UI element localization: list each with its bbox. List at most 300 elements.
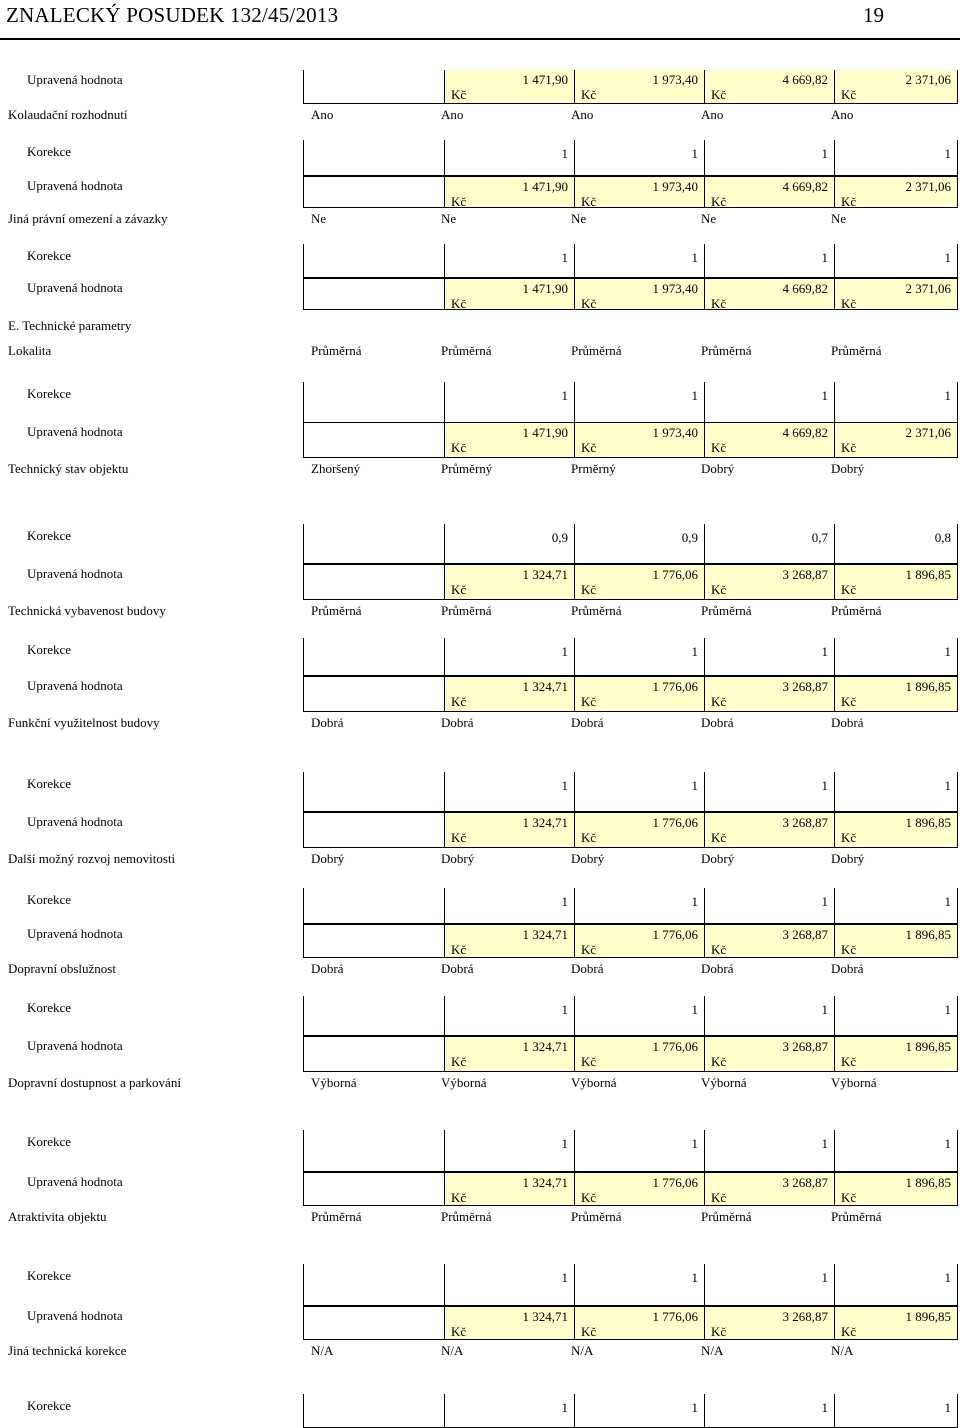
correction-cell [574,996,704,1036]
criterion-value [831,1206,959,1264]
criterion-row [0,848,960,888]
criterion-value-text: Ne [571,211,587,226]
criterion-value [831,848,959,888]
price-cell [444,924,574,958]
criterion-value-text: Dobrá [831,715,864,730]
row-label-text: Upravená hodnota [27,280,123,295]
price-cell [574,278,704,310]
row-label [27,176,303,208]
criterion-value [441,340,569,382]
row-label-text: Upravená hodnota [27,72,123,87]
label-spacer-cell [303,1306,444,1340]
price-cell [574,676,704,712]
criterion-value-text: Výborná [311,1075,357,1090]
row-label [27,564,303,600]
currency-unit: Kč [711,830,727,845]
criterion-value [701,848,829,888]
correction-cell [834,244,958,278]
criterion-value [311,104,439,140]
price-cell [444,812,574,848]
criterion-value [441,848,569,888]
criterion-value-text: Dobrá [571,961,604,976]
price-amount: 1 896,85 [905,815,951,830]
price-cell [574,564,704,600]
correction-cell [574,140,704,176]
correction-cell [444,1264,574,1306]
correction-cell [444,772,574,812]
label-spacer-cell [303,1394,444,1428]
currency-unit: Kč [841,440,857,455]
criterion-value-text: Dobrý [701,851,735,866]
correction-factor: 1 [944,894,951,909]
criterion-value [441,208,569,244]
criterion-value [571,104,699,140]
criterion-value-text: Dobrá [311,961,344,976]
correction-row [0,524,960,564]
currency-unit: Kč [581,87,597,102]
price-cell [444,278,574,310]
row-label [27,278,303,310]
label-spacer-cell [303,1172,444,1206]
currency-unit: Kč [711,582,727,597]
correction-cell [704,140,834,176]
criterion-value [441,712,569,772]
criterion-value [831,1340,959,1394]
currency-unit: Kč [581,1054,597,1069]
row-label [8,1206,303,1264]
criterion-value-text: N/A [831,1343,854,1358]
row-label [8,848,303,888]
criterion-value-text: Ano [571,107,594,122]
correction-factor: 1 [691,388,698,403]
criterion-value-text: Průměrná [311,603,362,618]
correction-factor: 1 [821,388,828,403]
price-amount: 1 776,06 [652,1175,698,1190]
price-cell [444,676,574,712]
price-amount: 1 896,85 [905,567,951,582]
criterion-value-text: Dobrá [571,715,604,730]
criterion-value [831,712,959,772]
price-cell [444,422,574,458]
correction-cell [704,888,834,924]
price-cell [574,1036,704,1072]
price-cell [834,278,958,310]
correction-factor: 1 [821,1270,828,1285]
row-label [27,812,303,848]
criterion-row [0,1340,960,1394]
row-label [8,208,303,244]
correction-factor: 1 [821,644,828,659]
row-label-text: Další možný rozvoj nemovitosti [8,851,176,866]
correction-factor: 0,7 [811,530,828,545]
correction-factor: 1 [944,146,951,161]
row-label-text: Technická vybavenost budovy [8,603,166,618]
row-label-text: Korekce [27,1268,72,1283]
correction-factor: 1 [944,778,951,793]
price-cell [834,176,958,208]
criterion-row [0,1206,960,1264]
label-spacer-cell [303,1036,444,1072]
criterion-value-text: Průměrná [441,343,492,358]
label-spacer-cell [303,772,444,812]
criterion-value [441,600,569,638]
correction-factor: 1 [561,146,568,161]
criterion-value-text: Ano [831,107,854,122]
criterion-value [441,1206,569,1264]
price-cell [444,176,574,208]
header-rule [0,38,960,40]
criterion-value-text: Ano [311,107,334,122]
value-row [0,812,960,848]
row-label-text: Korekce [27,1134,72,1149]
criterion-value-text: Průměrná [831,343,882,358]
criterion-value [571,600,699,638]
row-label-text: Upravená hodnota [27,178,123,193]
criterion-value [701,1206,829,1264]
correction-cell [704,1130,834,1172]
correction-factor: 1 [821,894,828,909]
label-spacer-cell [303,996,444,1036]
currency-unit: Kč [451,440,467,455]
criterion-row [0,600,960,638]
value-row [0,1172,960,1206]
criterion-value [311,958,439,996]
label-spacer-cell [303,812,444,848]
price-amount: 1 324,71 [522,927,568,942]
price-cell [834,812,958,848]
currency-unit: Kč [841,194,857,208]
price-amount: 3 268,87 [782,1309,828,1324]
correction-factor: 1 [691,1270,698,1285]
label-spacer-cell [303,422,444,458]
row-label-text: Korekce [27,386,72,401]
criterion-value [311,458,439,524]
criterion-value [701,458,829,524]
correction-cell [444,524,574,564]
row-label-text: Upravená hodnota [27,566,123,581]
criterion-value [701,340,829,382]
label-spacer-cell [303,888,444,924]
currency-unit: Kč [841,296,857,310]
correction-factor: 0,9 [681,530,698,545]
price-cell [574,1306,704,1340]
currency-unit: Kč [581,1324,597,1339]
currency-unit: Kč [711,87,727,102]
currency-unit: Kč [711,1324,727,1339]
criterion-value [441,104,569,140]
currency-unit: Kč [451,694,467,709]
price-cell [704,564,834,600]
price-amount: 2 371,06 [905,72,951,87]
section-row [0,310,960,340]
label-spacer-cell [303,638,444,676]
price-amount: 1 324,71 [522,567,568,582]
price-cell [704,676,834,712]
correction-cell [704,1264,834,1306]
criterion-value-text: N/A [311,1343,334,1358]
price-cell [574,1172,704,1206]
row-label [8,1340,303,1394]
correction-cell [834,1264,958,1306]
price-amount: 1 776,06 [652,567,698,582]
row-label-text: Korekce [27,248,72,263]
criterion-value-text: Ano [441,107,464,122]
price-amount: 4 669,82 [782,72,828,87]
price-amount: 1 324,71 [522,1175,568,1190]
correction-factor: 1 [821,1136,828,1151]
correction-factor: 1 [691,894,698,909]
row-label-text: Korekce [27,642,72,657]
criterion-value [571,712,699,772]
criterion-value [571,958,699,996]
price-cell [444,1306,574,1340]
price-cell [834,564,958,600]
currency-unit: Kč [841,1190,857,1205]
row-label-text: Upravená hodnota [27,1308,123,1323]
criterion-value [311,340,439,382]
correction-factor: 1 [691,146,698,161]
price-amount: 1 776,06 [652,927,698,942]
price-cell [834,422,958,458]
correction-cell [834,996,958,1036]
label-spacer-cell [303,244,444,278]
criterion-value [701,208,829,244]
currency-unit: Kč [451,1190,467,1205]
value-row [0,564,960,600]
criterion-value [831,104,959,140]
correction-cell [834,888,958,924]
row-label-text: Dopravní obslužnost [8,961,116,976]
correction-factor: 1 [944,1400,951,1415]
criterion-value [311,1072,439,1130]
criterion-value [831,340,959,382]
price-amount: 3 268,87 [782,679,828,694]
correction-row [0,244,960,278]
criterion-value-text: Výborná [441,1075,487,1090]
price-cell [704,1036,834,1072]
row-label-text: Jiná právní omezení a závazky [8,211,168,226]
row-label-text: Atraktivita objektu [8,1209,107,1224]
criterion-value-text: Výborná [701,1075,747,1090]
criterion-value-text: Průměrná [441,1209,492,1224]
currency-unit: Kč [581,1190,597,1205]
value-row [0,278,960,310]
currency-unit: Kč [581,296,597,310]
currency-unit: Kč [711,440,727,455]
criterion-value [571,1206,699,1264]
currency-unit: Kč [711,694,727,709]
currency-unit: Kč [711,194,727,208]
criterion-value-text: Výborná [831,1075,877,1090]
criterion-value [441,1340,569,1394]
correction-factor: 1 [561,1270,568,1285]
value-row [0,1306,960,1340]
row-label-text: Korekce [27,144,72,159]
document-title: ZNALECKÝ POSUDEK 132/45/2013 [6,3,339,27]
currency-unit: Kč [711,942,727,957]
correction-factor: 1 [944,1136,951,1151]
price-cell [444,1036,574,1072]
currency-unit: Kč [841,942,857,957]
criterion-value-text: Průměrná [441,603,492,618]
correction-factor: 1 [691,1136,698,1151]
criterion-value [311,712,439,772]
criterion-value-text: Průměrná [701,603,752,618]
correction-cell [574,1394,704,1428]
price-cell [574,812,704,848]
price-cell [704,924,834,958]
price-cell [834,1306,958,1340]
row-label-text: Dopravní dostupnost a parkování [8,1075,181,1090]
criterion-row [0,958,960,996]
criterion-value-text: Dobrý [831,461,865,476]
criterion-value-text: Průměrný [441,461,493,476]
currency-unit: Kč [711,296,727,310]
label-spacer-cell [303,564,444,600]
row-label [27,70,303,104]
correction-cell [444,1394,574,1428]
price-amount: 1 471,90 [522,179,568,194]
correction-factor: 1 [944,388,951,403]
price-amount: 1 324,71 [522,1309,568,1324]
label-spacer-cell [303,382,444,424]
row-label [27,1036,303,1072]
row-label-text: Upravená hodnota [27,1174,123,1189]
correction-factor: 1 [561,1002,568,1017]
price-cell [704,278,834,310]
correction-cell [574,888,704,924]
correction-cell [444,638,574,676]
criterion-value [311,1206,439,1264]
row-label [27,676,303,712]
price-amount: 4 669,82 [782,425,828,440]
correction-cell [834,524,958,564]
correction-cell [574,772,704,812]
criterion-value [701,600,829,638]
correction-cell [834,382,958,424]
criterion-value-text: N/A [701,1343,724,1358]
price-amount: 1 471,90 [522,281,568,296]
criterion-value-text: Prměrný [571,461,616,476]
currency-unit: Kč [581,830,597,845]
price-cell [834,70,958,104]
price-amount: 1 324,71 [522,1039,568,1054]
correction-cell [834,772,958,812]
correction-cell [834,1130,958,1172]
label-spacer-cell [303,1264,444,1306]
price-amount: 1 973,40 [652,179,698,194]
criterion-value [571,848,699,888]
price-amount: 1 896,85 [905,679,951,694]
currency-unit: Kč [581,942,597,957]
correction-factor: 1 [561,250,568,265]
price-amount: 1 776,06 [652,1039,698,1054]
row-label-text: Jiná technická korekce [8,1343,127,1358]
currency-unit: Kč [841,1324,857,1339]
price-cell [704,1172,834,1206]
value-row [0,676,960,712]
correction-factor: 1 [821,250,828,265]
price-cell [704,1306,834,1340]
criterion-value-text: Dobrý [441,851,475,866]
criterion-value [441,1072,569,1130]
row-label-text: Korekce [27,892,72,907]
price-amount: 1 324,71 [522,679,568,694]
section-heading: E. Technické parametry [8,318,132,333]
price-cell [834,676,958,712]
criterion-value [571,340,699,382]
criterion-row [0,104,960,140]
correction-factor: 1 [561,1136,568,1151]
criterion-value [441,458,569,524]
correction-cell [704,772,834,812]
page-header [0,0,960,40]
correction-cell [574,382,704,424]
value-row [0,70,960,104]
price-amount: 3 268,87 [782,927,828,942]
correction-cell [834,1394,958,1428]
criterion-value-text: Průměrná [701,343,752,358]
criterion-value [311,848,439,888]
row-label-text: Upravená hodnota [27,926,123,941]
currency-unit: Kč [581,582,597,597]
criterion-value-text: Dobrý [831,851,865,866]
price-cell [444,1172,574,1206]
price-amount: 3 268,87 [782,1175,828,1190]
correction-row [0,772,960,812]
correction-cell [704,638,834,676]
price-amount: 1 896,85 [905,927,951,942]
correction-cell [574,1264,704,1306]
currency-unit: Kč [451,1324,467,1339]
criterion-value-text: Zhoršený [311,461,361,476]
price-amount: 1 896,85 [905,1309,951,1324]
price-cell [444,70,574,104]
correction-factor: 1 [821,1002,828,1017]
criterion-value [831,600,959,638]
currency-unit: Kč [581,194,597,208]
price-cell [704,176,834,208]
price-amount: 1 973,40 [652,281,698,296]
row-label-text: Upravená hodnota [27,678,123,693]
price-amount: 1 776,06 [652,815,698,830]
row-label [8,1072,303,1130]
row-label [27,924,303,958]
criterion-value-text: Dobrý [701,461,735,476]
criterion-value [701,712,829,772]
label-spacer-cell [303,70,444,104]
criterion-value-text: N/A [571,1343,594,1358]
criterion-row [0,1072,960,1130]
price-amount: 1 776,06 [652,679,698,694]
correction-factor: 1 [944,1270,951,1285]
price-amount: 2 371,06 [905,425,951,440]
label-spacer-cell [303,176,444,208]
price-cell [704,422,834,458]
currency-unit: Kč [451,296,467,310]
criterion-value [571,1072,699,1130]
correction-row [0,1264,960,1306]
criterion-value-text: Průměrná [831,603,882,618]
price-amount: 4 669,82 [782,281,828,296]
criterion-value-text: Průměrná [311,343,362,358]
currency-unit: Kč [841,694,857,709]
currency-unit: Kč [841,830,857,845]
correction-factor: 0,9 [551,530,568,545]
currency-unit: Kč [841,582,857,597]
row-label-text: Korekce [27,776,72,791]
currency-unit: Kč [841,1054,857,1069]
